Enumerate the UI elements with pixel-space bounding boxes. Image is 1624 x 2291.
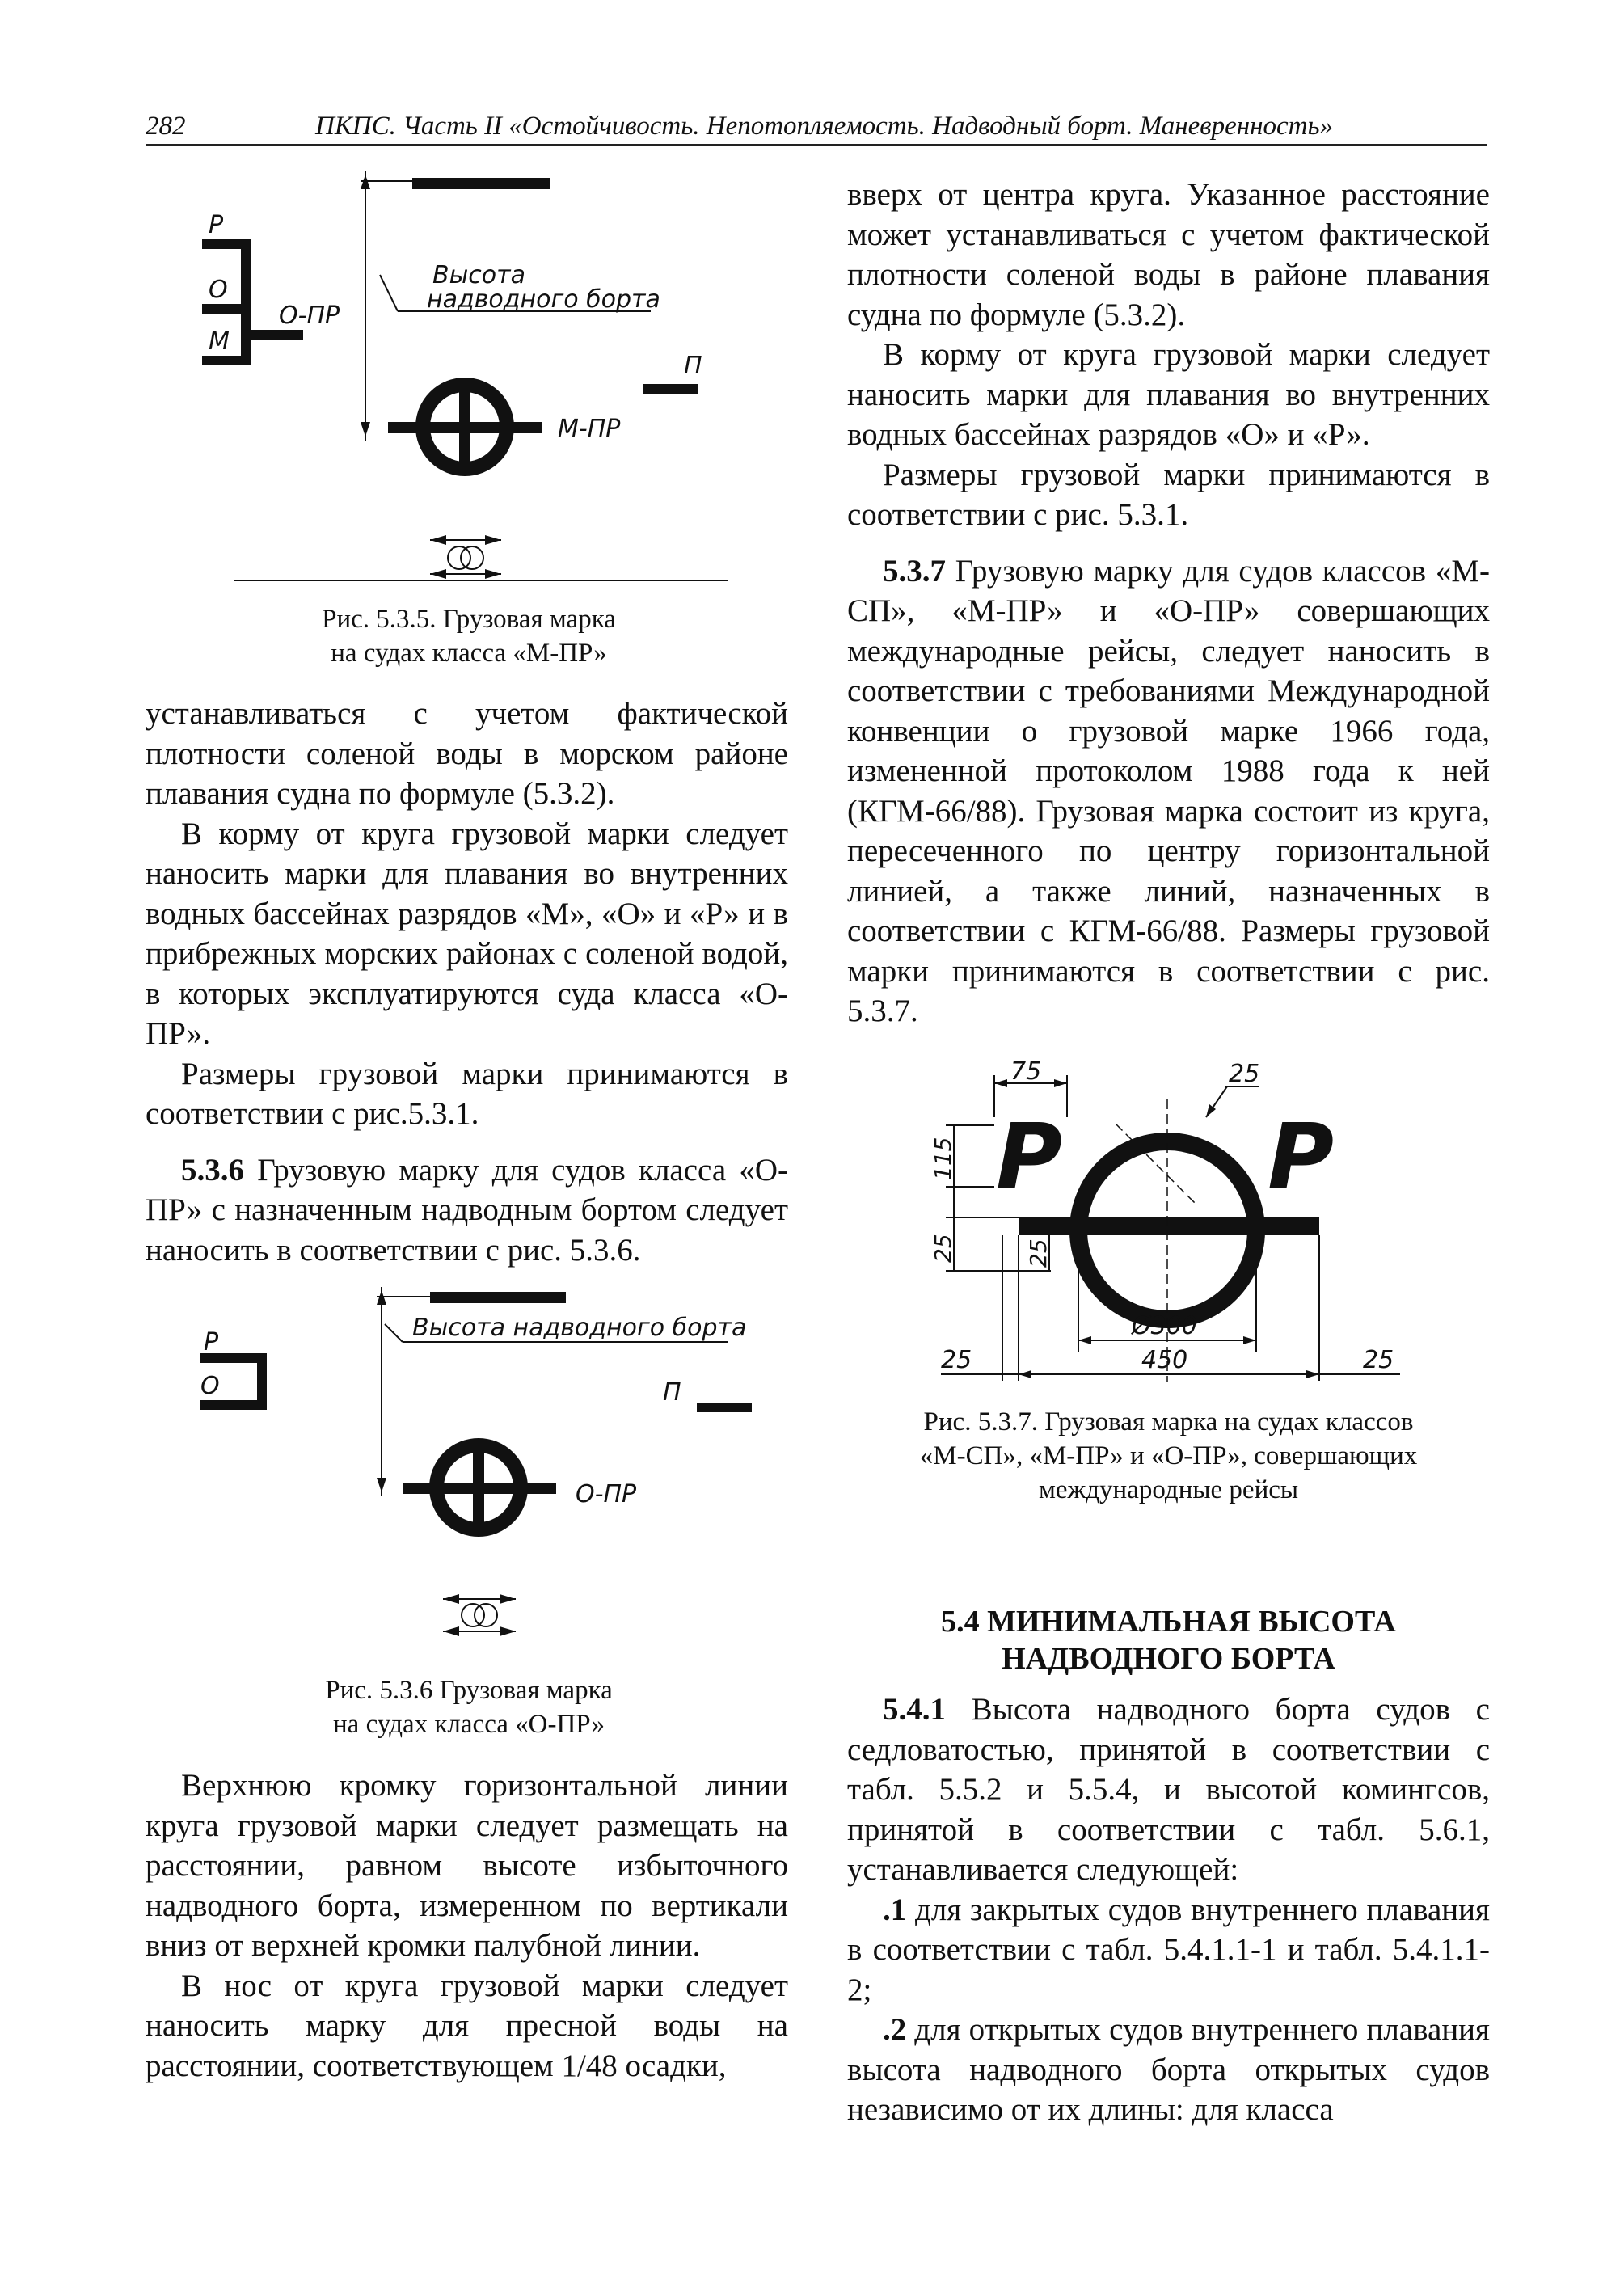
running-title: ПКПС. Часть II «Остойчивость. Непотопляемость. Надводный борт. Маневренность» xyxy=(315,112,1334,141)
label-r: Р xyxy=(209,211,224,239)
label-mpr: М-ПР xyxy=(558,415,621,443)
paragraph: В нос от круга грузовой марки следует наносить марку для пресной воды на расстоянии, соответствующем 1/48 осадки, xyxy=(146,1968,788,2083)
page-number: 282 xyxy=(146,112,186,141)
right-column-top xyxy=(847,175,1490,1032)
label-opr: О-ПР xyxy=(279,302,340,330)
paragraph: вверх от центра круга. Указанное расстояние может устанавливаться с учетом фактической плотности соленой воды в районе плавания судна по формуле (5.3.2). xyxy=(847,177,1490,332)
paragraph: В корму от круга грузовой марки следует наносить марки для плавания во внутренних водных бассейнах разрядов «О» и «Р». xyxy=(847,337,1490,452)
dim-25-bottom-right: 25 xyxy=(1363,1346,1394,1374)
label-freeboard: Высота надводного борта xyxy=(412,1314,747,1342)
letter-p-right: Р xyxy=(1268,1105,1335,1210)
dim-25-top: 25 xyxy=(1229,1060,1260,1088)
left-column-top xyxy=(146,694,788,1270)
mark-vertical xyxy=(241,239,251,365)
clause-number: 5.3.6 xyxy=(181,1152,244,1188)
circle-vertical-bar xyxy=(473,1444,484,1529)
dim-25-inner: 25 xyxy=(1025,1238,1052,1268)
dim-25-bottom-left: 25 xyxy=(941,1346,972,1374)
paragraph: В корму от круга грузовой марки следует наносить марки для плавания во внутренних водных бассейнах разрядов «М», «О» и «Р» и в прибрежных морских районах с соленой водой, в которых эксплуатируются суда класса «О-ПР». xyxy=(146,816,788,1051)
caption-5-3-6: Рис. 5.3.6 Грузовая марка на судах класса «О-ПР» xyxy=(325,1676,613,1739)
mark-opr-bar xyxy=(251,330,303,340)
water-symbol xyxy=(448,546,470,569)
label-freeboard-1: Высота xyxy=(432,261,525,289)
arrow-down xyxy=(361,422,370,437)
label-p: П xyxy=(684,352,702,380)
figure-5-3-5 xyxy=(146,162,792,598)
label-r: Р xyxy=(204,1328,219,1356)
deck-line xyxy=(412,178,550,189)
letter-p-left: Р xyxy=(996,1105,1063,1210)
section-title: 5.4 МИНИМАЛЬНАЯ ВЫСОТА НАДВОДНОГО БОРТА xyxy=(941,1605,1396,1676)
water-symbol xyxy=(462,1604,484,1626)
paragraph-5-3-7: 5.3.7 Грузовую марку для судов классов «М-СП», «М-ПР» и «О-ПР» совершающих международные рейсы, следует наносить в соответствии с требованиями Международной конвенции о грузовой марке 1966 года, измененной протоколом 1988 года к ней (КГМ-66/88). Грузовая марка состоит из круга, пересеченного по центру горизонтальной линией, а также линий, назначенных в соответствии с КГМ-66/88. Размеры грузовой марки принимаются в соответствии с рис. 5.3.7. xyxy=(847,553,1490,1028)
paragraph: Размеры грузовой марки принимаются в соответствии с рис. 5.3.1. xyxy=(847,457,1490,532)
paragraph: Размеры грузовой марки принимаются в соответствии с рис.5.3.1. xyxy=(146,1056,788,1131)
right-column-bottom xyxy=(847,1690,1490,2130)
paragraph: устанавливаться с учетом фактической плотности соленой воды в морском районе плавания судна по формуле (5.3.2). xyxy=(146,696,788,811)
figure-5-3-7 xyxy=(922,1051,1407,1390)
mark-m-bar xyxy=(202,356,251,365)
paragraph-5-3-6: 5.3.6 Грузовую марку для судов класса «О-ПР» с назначенным надводным бортом следует наносить в соответствии с рис. 5.3.6. xyxy=(146,1152,788,1268)
left-column-bottom xyxy=(146,1766,788,2086)
page-header xyxy=(146,105,1487,146)
dim-diameter: Ø300 xyxy=(1132,1312,1197,1340)
clause-number: 5.4.1 xyxy=(883,1692,946,1727)
paragraph: Верхнюю кромку горизонтальной линии круга грузовой марки следует размещать на расстоянии, равном высоте избыточного надводного борта, измеренном по вертикали вниз от верхней кромки палубной линии. xyxy=(146,1768,788,1963)
mark-p-bar xyxy=(643,384,698,394)
label-freeboard-2: надводного борта xyxy=(427,285,660,314)
label-o: О xyxy=(209,276,228,304)
dim-25-left: 25 xyxy=(930,1234,956,1263)
label-p: П xyxy=(663,1378,681,1407)
caption-5-3-7: Рис. 5.3.7. Грузовая марка на судах классов «М-СП», «М-ПР» и «О-ПР», совершающих международные рейсы xyxy=(919,1407,1418,1504)
mark-o-bar xyxy=(202,304,251,314)
clause-number: 5.3.7 xyxy=(883,553,946,589)
dim-450: 450 xyxy=(1141,1346,1188,1374)
paragraph-5-4-1: 5.4.1 Высота надводного борта судов с седловатостью, принятой в соответствии с табл. 5.5.2 и 5.5.4, и высотой комингсов, принятой в соответствии с табл. 5.6.1, устанавливается следующей: xyxy=(847,1692,1490,1887)
label-m: М xyxy=(209,327,230,356)
list-item: .2 для открытых судов внутреннего плавания высота надводного борта открытых судов независимо от их длины: для класса xyxy=(847,2012,1490,2127)
mark-o-bar xyxy=(200,1400,267,1410)
circle-vertical-bar xyxy=(459,385,470,469)
label-o: О xyxy=(200,1372,220,1400)
label-opr: О-ПР xyxy=(576,1480,637,1508)
circle-horizontal-bar xyxy=(1019,1217,1319,1235)
figure-5-3-6 xyxy=(146,1277,792,1641)
caption-5-3-5: Рис. 5.3.5. Грузовая марка на судах класса «М-ПР» xyxy=(322,605,616,668)
deck-line xyxy=(430,1292,566,1303)
dim-75: 75 xyxy=(1010,1057,1042,1086)
dim-115: 115 xyxy=(930,1137,956,1180)
mark-p-bar xyxy=(697,1403,752,1412)
list-item: .1 для закрытых судов внутреннего плавания в соответствии с табл. 5.4.1.1-1 и табл. 5.4.1.1-2; xyxy=(847,1892,1490,2007)
